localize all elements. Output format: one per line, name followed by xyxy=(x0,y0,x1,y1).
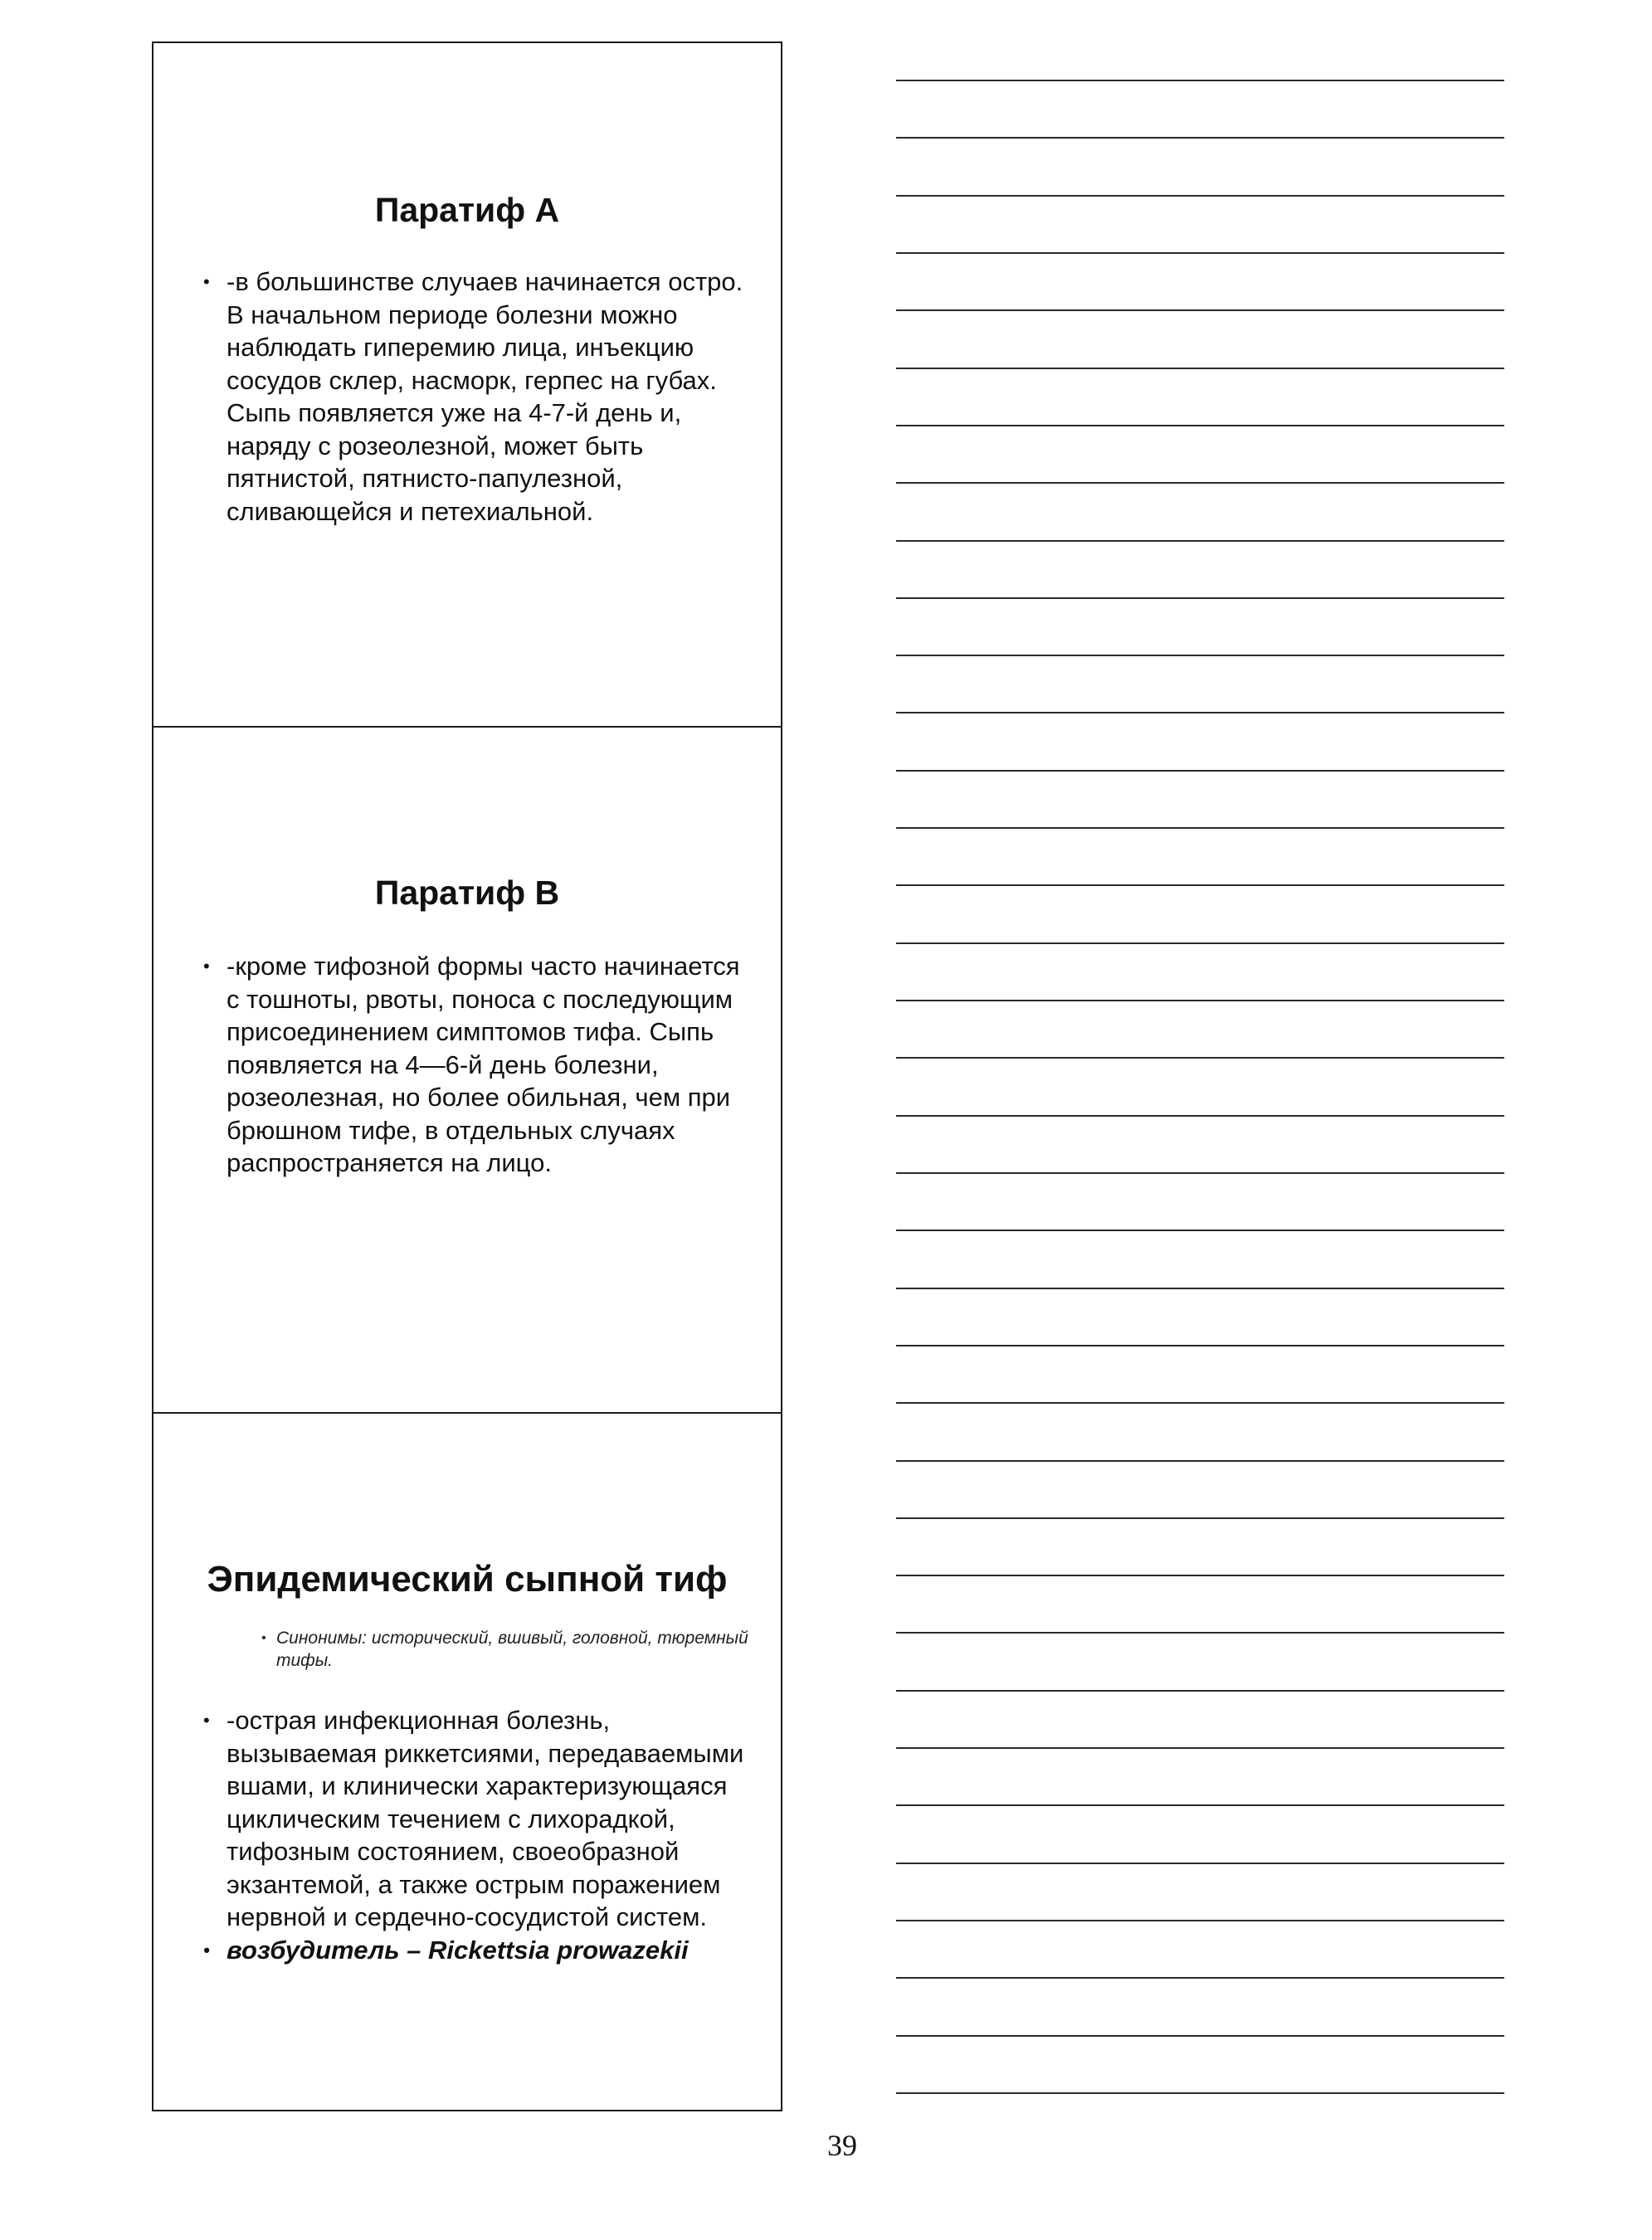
bullet-dot-icon: • xyxy=(203,956,210,976)
notes-ruled-lines xyxy=(896,0,1506,2124)
note-line xyxy=(896,884,1504,886)
note-line xyxy=(896,1172,1504,1174)
note-line xyxy=(896,1230,1504,1231)
bullet-dot-icon: • xyxy=(203,1710,210,1731)
note-line xyxy=(896,368,1504,369)
synonyms-note xyxy=(261,1627,774,1672)
pathogen-text: возбудитель – Rickettsia prowazekii xyxy=(227,1935,689,1965)
bullet-item xyxy=(154,265,751,528)
note-line xyxy=(896,1115,1504,1117)
note-line xyxy=(896,712,1504,713)
note-line xyxy=(896,1977,1504,1979)
note-line xyxy=(896,1057,1504,1059)
bullet-item xyxy=(154,950,759,1180)
note-line xyxy=(896,80,1504,81)
slides-column xyxy=(152,41,786,2111)
note-line xyxy=(896,1863,1504,1864)
slide-title: Эпидемический сыпной тиф xyxy=(207,1559,728,1600)
note-line xyxy=(896,1345,1504,1346)
note-line xyxy=(896,195,1504,197)
note-line xyxy=(896,2092,1504,2094)
page-number: 39 xyxy=(827,2129,857,2162)
note-line xyxy=(896,1517,1504,1519)
note-line xyxy=(896,1460,1504,1462)
note-line xyxy=(896,425,1504,426)
note-line xyxy=(896,1575,1504,1576)
note-line xyxy=(896,827,1504,829)
bullet-list xyxy=(154,265,751,528)
note-line xyxy=(896,1402,1504,1404)
note-line xyxy=(896,1747,1504,1749)
note-line xyxy=(896,540,1504,542)
bullet-list xyxy=(154,1704,759,1966)
bullet-dot-icon: • xyxy=(203,271,210,292)
note-line xyxy=(896,1920,1504,1921)
note-line xyxy=(896,597,1504,599)
bullet-list xyxy=(154,950,759,1180)
note-line xyxy=(896,1000,1504,1001)
slide-paratyphoid-b xyxy=(152,726,782,1414)
bullet-text: -кроме тифозной формы часто начинается с тошноты, рвоты, поноса с последующим присоединением симптомов тифа. Сыпь появляется на 4—6-й день болезни, розеолезная, но более обильная, чем при брюшном тифе, в отдельных случаях распространяется на лицо. xyxy=(227,952,740,1177)
bullet-text: -в большинстве случаев начинается остро. В начальном периоде болезни можно наблюдать гиперемию лица, инъекцию сосудов склер, насморк, герпес на губах. Сыпь появляется уже на 4-7-й день и, наряду с розеолезной, может быть пятнистой, пятнисто-папулезной, сливающейся и петехиальной. xyxy=(227,267,743,526)
bullet-dot-icon: • xyxy=(261,1631,266,1645)
bullet-dot-icon: • xyxy=(203,1939,210,1960)
slide-title: Паратиф В xyxy=(374,874,560,912)
note-line xyxy=(896,655,1504,656)
note-line xyxy=(896,482,1504,484)
note-line xyxy=(896,252,1504,254)
note-line xyxy=(896,1804,1504,1806)
note-line xyxy=(896,2035,1504,2037)
slide-paratyphoid-a xyxy=(152,41,782,728)
note-line xyxy=(896,1690,1504,1692)
slide-epidemic-typhus xyxy=(152,1412,782,2111)
note-line xyxy=(896,309,1504,311)
note-line xyxy=(896,1288,1504,1289)
note-line xyxy=(896,1632,1504,1634)
note-line xyxy=(896,942,1504,944)
pathogen-bullet xyxy=(154,1934,759,1967)
slide-title: Паратиф А xyxy=(374,191,560,229)
note-line xyxy=(896,137,1504,139)
bullet-item xyxy=(154,1704,759,1934)
synonyms-text: Синонимы: исторический, вшивый, головной, тюремный тифы. xyxy=(276,1629,748,1670)
bullet-text: -острая инфекционная болезнь, вызываемая риккетсиями, передаваемыми вшами, и клинически характеризующаяся циклическим течением с лихорадкой, тифозным состоянием, своеобразной экзантемой, а также острым поражением нервной и сердечно-сосудистой систем. xyxy=(227,1706,744,1931)
note-line xyxy=(896,770,1504,772)
